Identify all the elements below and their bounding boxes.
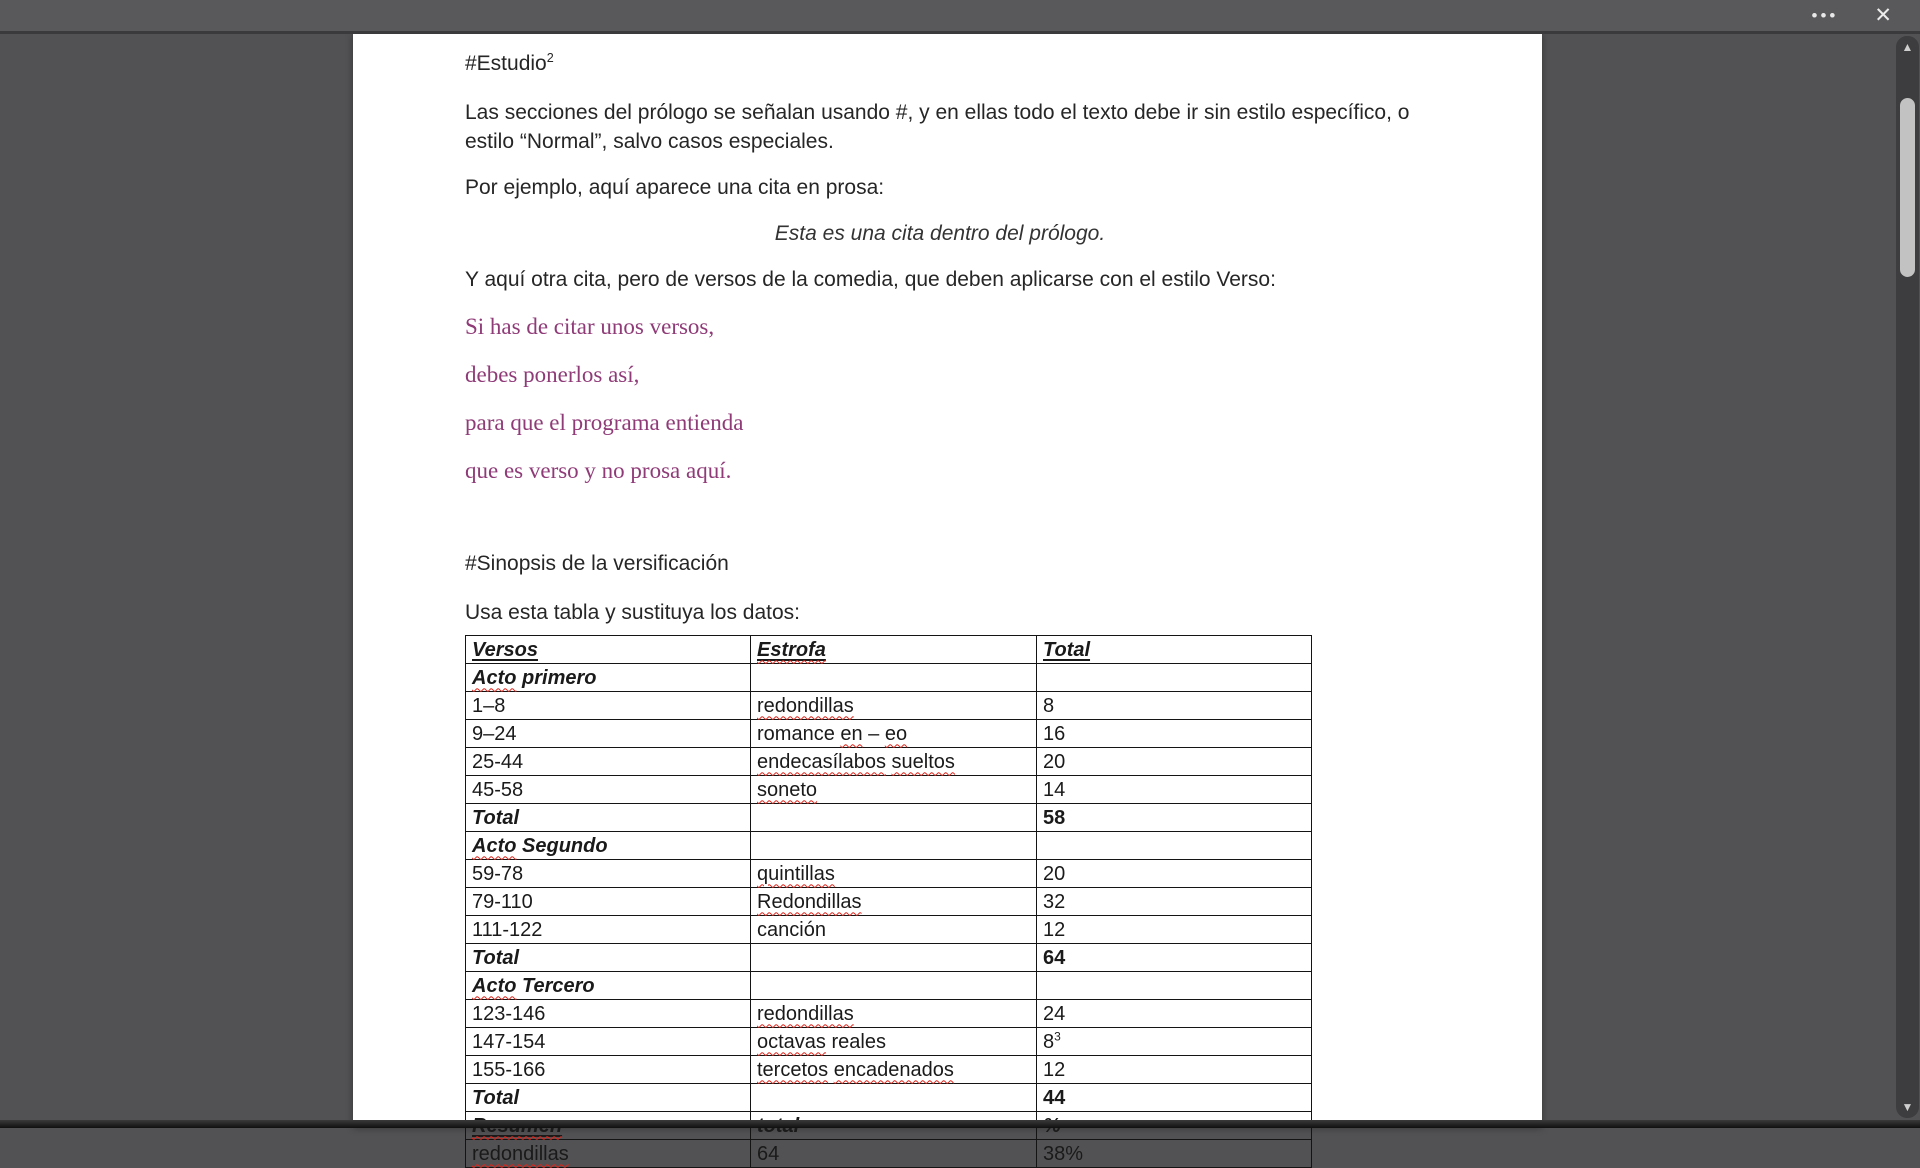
table-cell-estrofa: [751, 804, 1037, 832]
table-row: [466, 860, 1312, 888]
table-row: [466, 1140, 1312, 1168]
table-cell-total: [1037, 832, 1312, 860]
table-cell-estrofa: canción: [751, 916, 1037, 944]
table-row: [466, 888, 1312, 916]
table-row: [466, 720, 1312, 748]
table-cell-estrofa: [751, 832, 1037, 860]
table-cell-versos: 1–8: [466, 692, 751, 720]
table-cell-versos: 79-110: [466, 888, 751, 916]
table-cell-total: 20: [1037, 748, 1312, 776]
paragraph-intro: Las secciones del prólogo se señalan usando #, y en ellas todo el texto debe ir sin estilo específico, o estilo “Normal”, salvo casos especiales.: [465, 101, 1410, 153]
section-heading-sinopsis: #Sinopsis de la versificación: [465, 552, 729, 575]
table-cell-estrofa: endecasílabos sueltos: [751, 748, 1037, 776]
verse-block: [465, 311, 1415, 486]
table-cell-versos: 45-58: [466, 776, 751, 804]
table-row: [466, 636, 1312, 664]
scroll-down-icon[interactable]: ▼: [1901, 1100, 1914, 1114]
table-cell-versos: 123-146: [466, 1000, 751, 1028]
table-row: [466, 1056, 1312, 1084]
table-cell-estrofa: Redondillas: [751, 888, 1037, 916]
table-cell-versos: Total: [466, 944, 751, 972]
table-cell-versos: 155-166: [466, 1056, 751, 1084]
table-cell-estrofa: redondillas: [751, 1000, 1037, 1028]
versification-table: [465, 635, 1312, 1168]
paragraph-table-intro: Usa esta tabla y sustituya los datos:: [465, 601, 801, 624]
table-row: [466, 776, 1312, 804]
table-cell-versos: 59-78: [466, 860, 751, 888]
table-cell-versos: 111-122: [466, 916, 751, 944]
table-cell-estrofa: [751, 944, 1037, 972]
verse-line: que es verso y no prosa aquí.: [465, 458, 732, 483]
blank-line: [465, 503, 1415, 532]
table-cell-estrofa: 64: [751, 1140, 1037, 1168]
table-cell-versos: Acto primero: [466, 664, 751, 692]
table-cell-total: 12: [1037, 916, 1312, 944]
table-cell-total: 64: [1037, 944, 1312, 972]
paragraph-example: Por ejemplo, aquí aparece una cita en prosa:: [465, 176, 885, 199]
table-row: [466, 832, 1312, 860]
table-cell-total: 14: [1037, 776, 1312, 804]
table-cell-estrofa: [751, 1084, 1037, 1112]
table-cell-versos: redondillas: [466, 1140, 751, 1168]
table-cell-versos: Acto Tercero: [466, 972, 751, 1000]
table-cell-total: 44: [1037, 1084, 1312, 1112]
document-content: [465, 49, 1415, 1168]
table-cell-estrofa: redondillas: [751, 692, 1037, 720]
table-cell-estrofa: Estrofa: [751, 636, 1037, 664]
table-cell-total: 24: [1037, 1000, 1312, 1028]
title-bar: [0, 0, 1920, 31]
vertical-scrollbar[interactable]: [1896, 36, 1919, 1118]
table-cell-total: [1037, 972, 1312, 1000]
scroll-up-icon[interactable]: ▲: [1901, 40, 1914, 54]
verse-line: para que el programa entienda: [465, 410, 744, 435]
table-cell-estrofa: quintillas: [751, 860, 1037, 888]
footnote-reference: 2: [546, 51, 554, 65]
table-cell-total: Total: [1037, 636, 1312, 664]
document-page: [353, 34, 1542, 1165]
heading-text: #Estudio: [465, 52, 547, 75]
table-row: [466, 664, 1312, 692]
close-icon[interactable]: ✕: [1874, 4, 1892, 27]
table-row: [466, 1000, 1312, 1028]
table-row: [466, 748, 1312, 776]
table-cell-total: [1037, 664, 1312, 692]
verse-line: debes ponerlos así,: [465, 362, 640, 387]
table-cell-total: 38%: [1037, 1140, 1312, 1168]
table-cell-estrofa: romance en – eo: [751, 720, 1037, 748]
table-cell-versos: 9–24: [466, 720, 751, 748]
table-cell-versos: Acto Segundo: [466, 832, 751, 860]
table-cell-estrofa: soneto: [751, 776, 1037, 804]
paragraph-verse-intro: Y aquí otra cita, pero de versos de la comedia, que deben aplicarse con el estilo Verso:: [465, 268, 1276, 291]
table-cell-total: 20: [1037, 860, 1312, 888]
table-cell-total: 58: [1037, 804, 1312, 832]
table-row: [466, 804, 1312, 832]
table-row: [466, 972, 1312, 1000]
table-cell-versos: Versos: [466, 636, 751, 664]
versification-table-body: [466, 636, 1312, 1168]
prose-quote: Esta es una cita dentro del prólogo.: [774, 222, 1106, 245]
table-cell-total: 16: [1037, 720, 1312, 748]
table-cell-estrofa: tercetos encadenados: [751, 1056, 1037, 1084]
table-row: [466, 692, 1312, 720]
section-heading-estudio: [465, 49, 1415, 78]
table-cell-total: $8^3$: [1037, 1028, 1312, 1056]
table-cell-total: 12: [1037, 1056, 1312, 1084]
table-row: [466, 1028, 1312, 1056]
more-options-icon[interactable]: •••: [1811, 5, 1839, 25]
table-row: [466, 1084, 1312, 1112]
table-cell-versos: Total: [466, 1084, 751, 1112]
table-cell-total: 8: [1037, 692, 1312, 720]
table-row: [466, 916, 1312, 944]
table-cell-estrofa: [751, 664, 1037, 692]
table-cell-versos: 147-154: [466, 1028, 751, 1056]
bottom-edge-strip: [0, 1120, 1920, 1128]
table-cell-versos: Total: [466, 804, 751, 832]
table-row: [466, 944, 1312, 972]
table-cell-estrofa: [751, 972, 1037, 1000]
table-cell-versos: 25-44: [466, 748, 751, 776]
titlebar-separator: [0, 31, 1920, 34]
scrollbar-thumb[interactable]: [1900, 98, 1915, 277]
table-cell-total: 32: [1037, 888, 1312, 916]
verse-line: Si has de citar unos versos,: [465, 314, 715, 339]
table-cell-estrofa: octavas reales: [751, 1028, 1037, 1056]
